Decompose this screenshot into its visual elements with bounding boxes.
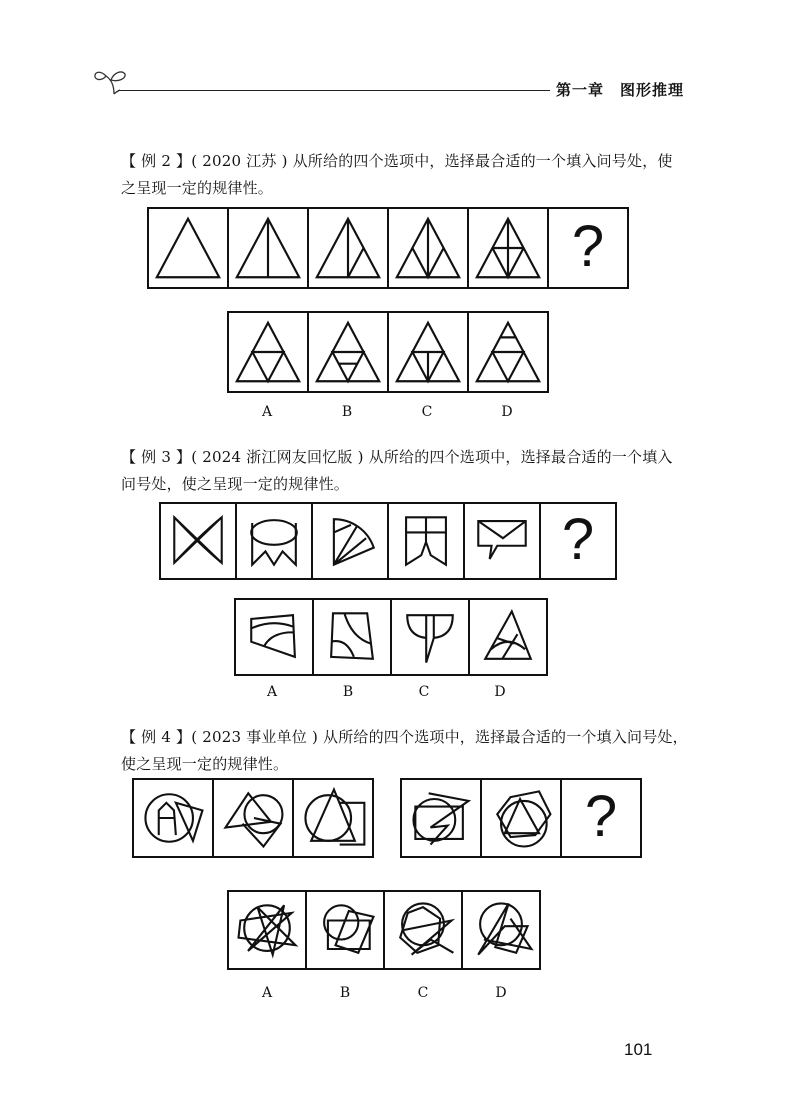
option-d-figure[interactable] <box>468 598 548 676</box>
figure-cell <box>480 778 562 858</box>
question-mark: ? <box>561 506 595 572</box>
example-4-question-row-right <box>400 778 642 858</box>
question-cell <box>547 207 629 289</box>
example-4-text-line2: 使之呈现一定的规律性。 <box>121 755 289 773</box>
figure-cell <box>307 207 389 289</box>
example-2-text-line1: 【 例 2 】( 2020 江苏 ) 从所给的四个选项中，选择最合适的一个填入问号处，使 <box>121 152 673 170</box>
figure-cell <box>132 778 214 858</box>
example-2-options-row <box>227 311 549 393</box>
figure-cell <box>387 502 465 580</box>
question-mark: ? <box>584 783 618 849</box>
option-c-figure[interactable] <box>390 598 470 676</box>
figure-cell <box>467 207 549 289</box>
figure-cell <box>311 502 389 580</box>
option-b-figure[interactable] <box>312 598 392 676</box>
example-4-options-row <box>227 890 541 970</box>
option-c-figure[interactable] <box>383 890 463 970</box>
question-cell <box>539 502 617 580</box>
figure-cell <box>147 207 229 289</box>
figure-cell <box>400 778 482 858</box>
example-4-question-row-left <box>132 778 374 858</box>
example-3-text-line1: 【 例 3 】( 2024 浙江网友回忆版 ) 从所给的四个选项中，选择最合适的一个填入 <box>121 448 673 466</box>
example-4-text-line1: 【 例 4 】( 2023 事业单位 ) 从所给的四个选项中，选择最合适的一个填入问号处， <box>121 728 688 746</box>
page-number: 101 <box>624 1040 653 1059</box>
option-b-figure[interactable] <box>305 890 385 970</box>
option-label-a: A <box>266 684 278 700</box>
example-2-text-line2: 之呈现一定的规律性。 <box>121 179 274 197</box>
figure-cell <box>463 502 541 580</box>
option-a-figure[interactable] <box>227 311 309 393</box>
figure-cell <box>387 207 469 289</box>
example-3-question-row <box>159 502 617 580</box>
figure-cell <box>159 502 237 580</box>
option-label-b: B <box>342 684 354 700</box>
question-cell <box>560 778 642 858</box>
example-3-options-row <box>234 598 548 676</box>
figure-cell <box>227 207 309 289</box>
question-mark: ? <box>571 213 605 279</box>
option-a-figure[interactable] <box>227 890 307 970</box>
figure-cell <box>235 502 313 580</box>
option-label-b: B <box>339 985 351 1001</box>
option-c-figure[interactable] <box>387 311 469 393</box>
option-label-c: C <box>417 985 429 1001</box>
example-2-question-row <box>147 207 629 289</box>
option-label-c: C <box>418 684 430 700</box>
option-label-d: D <box>494 684 506 700</box>
figure-cell <box>212 778 294 858</box>
option-label-b: B <box>341 404 353 420</box>
option-label-d: D <box>501 404 513 420</box>
option-label-c: C <box>421 404 433 420</box>
option-b-figure[interactable] <box>307 311 389 393</box>
example-3-text-line2: 问号处，使之呈现一定的规律性。 <box>121 475 350 493</box>
option-d-figure[interactable] <box>467 311 549 393</box>
option-a-figure[interactable] <box>234 598 314 676</box>
figure-cell <box>292 778 374 858</box>
chapter-title: 第一章 图形推理 <box>556 81 685 99</box>
header-rule <box>118 90 550 91</box>
option-label-a: A <box>261 404 273 420</box>
option-d-figure[interactable] <box>461 890 541 970</box>
option-label-d: D <box>495 985 507 1001</box>
option-label-a: A <box>261 985 273 1001</box>
